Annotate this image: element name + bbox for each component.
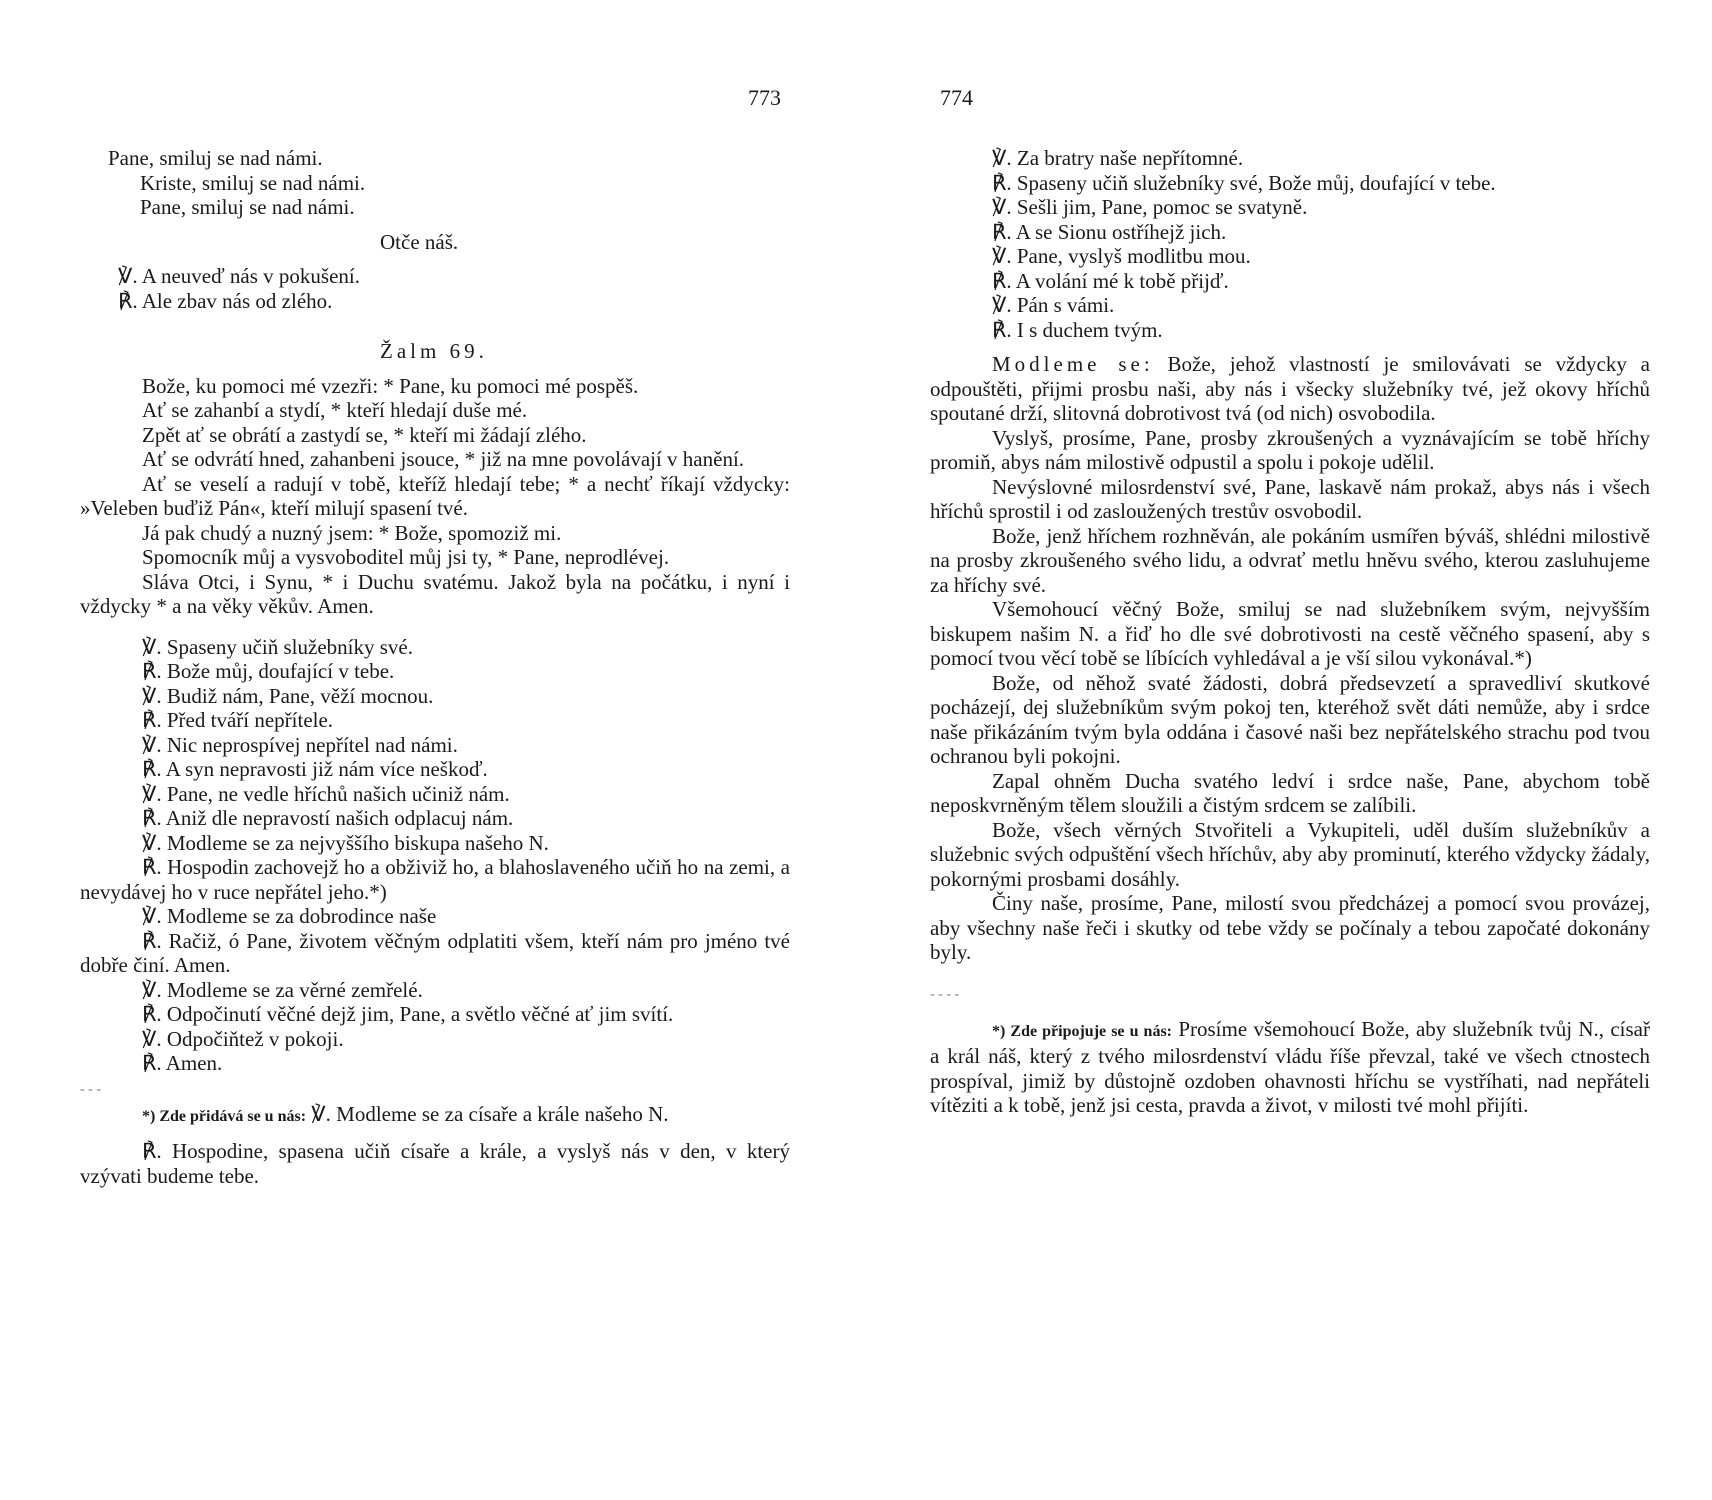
- right-page: [930, 146, 1650, 1118]
- prayer: Zapal ohněm Ducha svatého ledví i srdce naše, Pane, abychom tobě neposkvrněným tělem sloužili a čistým srdcem se zalíbili.: [930, 768, 1650, 817]
- prayer: Bože, od něhož svaté žádosti, dobrá předsevzetí a spravedliví skutkové pocházejí, dej služebníkům svým pokoj ten, kteréhož svět dáti nemůže, aby i srdce naše přikázáním tvým byla oddána i časové naši bez nepřátelského strachu pod tvou ochranou byli pokojni.: [930, 670, 1650, 768]
- kyrie-line: Kriste, smiluj se nad námi.: [140, 170, 366, 195]
- response: ℟. Odpočinutí věčné dejž jim, Pane, a světlo věčné ať jim svítí.: [142, 1002, 674, 1026]
- versicle: ℣. Nic neprospívej nepřítel nad námi.: [142, 732, 458, 757]
- versicle: ℣. Pane, ne vedle hříchů našich učiniž nám.: [142, 781, 510, 806]
- footnote-label: *) Zde připojuje se u nás:: [992, 1022, 1172, 1040]
- response: ℟. Před tváří nepřítele.: [142, 708, 334, 732]
- otce-nas: Otče náš.: [380, 229, 459, 254]
- page-number-right: 774: [940, 85, 973, 110]
- response: ℟. Hospodin zachovejž ho a obživiž ho, a blahoslaveného učiň ho na zemi, a nevydávej ho v ruce nepřátel jeho.*): [80, 855, 790, 904]
- modleme-label: Modleme se:: [992, 352, 1154, 376]
- versicle: ℣. Pane, vyslyš modlitbu mou.: [992, 244, 1251, 268]
- response: ℟. Ale zbav nás od zlého.: [118, 288, 333, 313]
- versicle: ℣. Spaseny učiň služebníky své.: [142, 634, 413, 659]
- response: ℟. I s duchem tvým.: [992, 317, 1163, 342]
- prayer: Nevýslovné milosrdenství své, Pane, laskavě nám prokaž, abys nás i všech hříchů sprostil i od zasloužených trestův osvobodil.: [930, 474, 1650, 523]
- prayer-text: Bože, jehož vlastností je smilovávati se vždycky a odpouštěti, přijmi prosbu naši, aby nás i všecky služebníky tvé, jež okovy hříchů spoutané drží, slitovná dobrotivost tvá (od nich) osvobodila.: [930, 352, 1650, 425]
- prayer: Vyslyš, prosíme, Pane, prosby zkroušených a vyznávajícím se tobě hříchy promiň, abys nám milostivě odpustil a spolu i pokoje udělil.: [930, 425, 1650, 474]
- versicle: ℣. Modleme se za nejvyššího biskupa našeho N.: [142, 830, 549, 855]
- prayer: [930, 352, 1650, 426]
- footnote-separator: ‑ ‑ ‑ ‑: [930, 986, 960, 1002]
- versicle: ℣. Odpočiňtež v pokoji.: [142, 1026, 344, 1051]
- versicle: ℣. Modleme se za věrné zemřelé.: [142, 977, 423, 1002]
- psalm-verse: Bože, ku pomoci mé vzezři: * Pane, ku pomoci mé pospěš.: [142, 373, 639, 398]
- psalm-verse: Zpět ať se obrátí a zastydí se, * kteří mi žádají zlého.: [142, 422, 587, 447]
- kyrie-line: Pane, smiluj se nad námi.: [140, 195, 355, 219]
- psalm-verse: Ať se veselí a radují v tobě, kteříž hledají tebe; * a nechť říkají vždycky: »Veleben buďiž Pán«, kteří milují spasení tvé.: [80, 471, 790, 520]
- footnote: [930, 1017, 1650, 1118]
- left-page: [80, 146, 790, 1188]
- psalm-verse: Ať se zahanbí a stydí, * kteří hledají duše mé.: [142, 398, 528, 422]
- versicle: ℣. Sešli jim, Pane, pomoc se svatyně.: [992, 195, 1308, 219]
- versicle: ℣. Budiž nám, Pane, věží mocnou.: [142, 683, 434, 708]
- response: ℟. A se Sionu ostříhejž jich.: [992, 219, 1227, 244]
- psalm-title: Žalm 69.: [380, 339, 488, 363]
- kyrie-line: Pane, smiluj se nad námi.: [108, 146, 323, 170]
- page-number-left: 773: [748, 85, 781, 110]
- response: ℟. Aniž dle nepravostí našich odplacuj nám.: [142, 806, 514, 830]
- footnote-response: ℟. Hospodine, spasena učiň císaře a krále, a vyslyš nás v den, v který vzývati budeme tebe.: [80, 1139, 790, 1188]
- psalm-verse: Spomocník můj a vysvoboditel můj jsi ty, * Pane, neprodlévej.: [142, 545, 670, 569]
- footnote-separator: ‑ ‑ ‑: [80, 1081, 101, 1097]
- prayer: Bože, všech věrných Stvořiteli a Vykupiteli, uděl duším služebníkův a služebnic svých odpuštění všech hříchův, aby aby prominutí, kterého vždycky žádaly, pokornými prosbami dosáhly.: [930, 817, 1650, 891]
- footnote: [80, 1102, 790, 1130]
- response: ℟. Amen.: [142, 1051, 223, 1075]
- footnote-text: Prosíme všemohoucí Bože, aby služebník tvůj N., císař a král náš, který z tvého milosrdenství vládu říše převzal, také ve všech ctnostech prospíval, jimiž by důstojně ozdoben ohavnosti hříchu se vystříhati, nad nepřáteli vítěziti a k tobě, jenž jsi cesta, pravda a život, v milosti tvé mohl přijíti.: [930, 1016, 1650, 1117]
- versicle: ℣. Pán s vámi.: [992, 293, 1115, 317]
- response: ℟. A syn nepravosti již nám více neškoď.: [142, 757, 488, 781]
- psalm-verse: Ať se odvrátí hned, zahanbeni jsouce, * již na mne povolávají v hanění.: [142, 447, 745, 471]
- psalm-verse: Já pak chudý a nuzný jsem: * Bože, spomoziž mi.: [142, 520, 562, 545]
- response: ℟. Spaseny učiň služebníky své, Bože můj, doufající v tebe.: [992, 170, 1496, 195]
- versicle: ℣. A neuveď nás v pokušení.: [118, 264, 361, 288]
- prayer: Činy naše, prosíme, Pane, milostí svou předcházej a pomocí svou provázej, aby všechny naše řeči i skutky od tebe vždy se počínaly a tebou započaté dokonány byly.: [930, 891, 1650, 964]
- response: ℟. A volání mé k tobě přijď.: [992, 268, 1229, 293]
- footnote-label: *) Zde přidává se u nás:: [142, 1107, 307, 1125]
- prayer: Všemohoucí věčný Bože, smiluj se nad služebníkem svým, nejvyšším biskupem našim N. a řiď ho dle své dobrotivosti na cestě věčného spasení, aby s pomocí tvou věcí tobě se líbících vyhledával a je vší silou vykonával.*): [930, 597, 1650, 670]
- footnote-text: ℣. Modleme se za císaře a krále našeho N.: [311, 1101, 669, 1126]
- versicle: ℣. Modleme se za dobrodince naše: [142, 904, 437, 928]
- versicle: ℣. Za bratry naše nepřítomné.: [992, 146, 1244, 170]
- psalm-verse: Sláva Otci, i Synu, * i Duchu svatému. Jakož byla na počátku, i nyní i vždycky * a na věky věkův. Amen.: [80, 569, 790, 618]
- prayer: Bože, jenž hříchem rozhněván, ale pokáním usmířen býváš, shlédni milostivě na prosby zkroušeného svého lidu, a odvrať metlu hněvu svého, kterou zasluhujeme za hříchy své.: [930, 523, 1650, 597]
- response: ℟. Bože můj, doufající v tebe.: [142, 659, 395, 683]
- response: ℟. Račiž, ó Pane, životem věčným odplatiti všem, kteří nám pro jméno tvé dobře činí. Amen.: [80, 928, 790, 977]
